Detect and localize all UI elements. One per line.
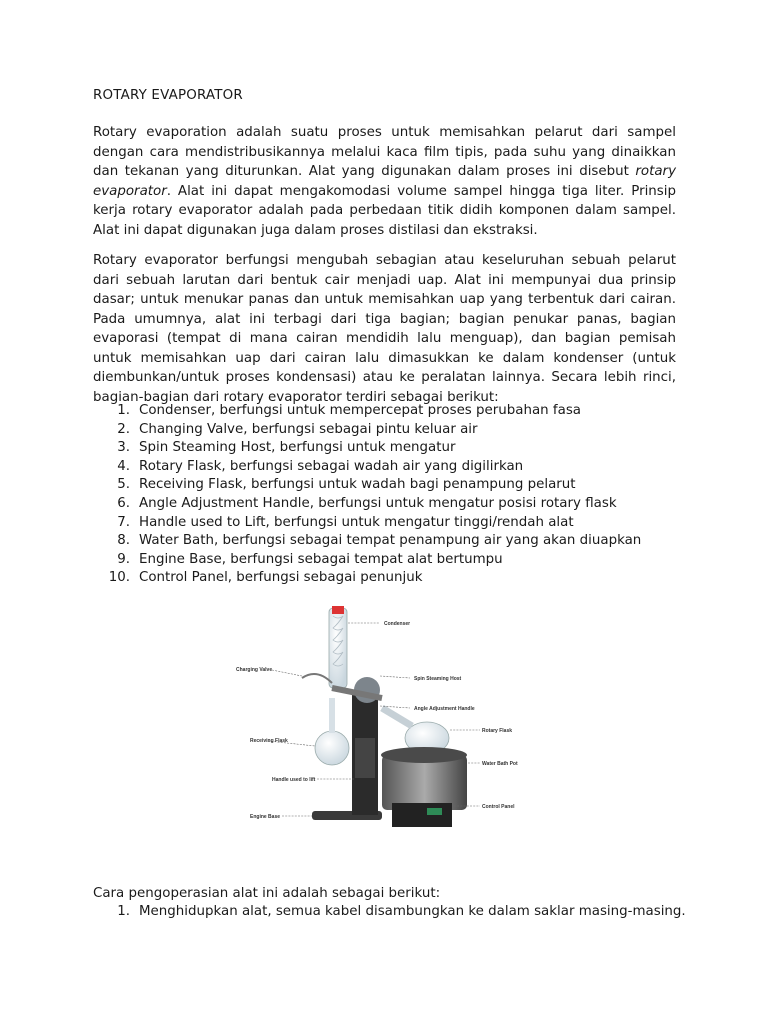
receiving-flask-shape xyxy=(315,731,349,765)
list-number: 6. xyxy=(117,495,130,511)
list-item xyxy=(93,421,693,440)
list-text: Control Panel, berfungsi sebagai penunjuk xyxy=(139,570,423,586)
list-number: 10. xyxy=(108,570,130,586)
list-item xyxy=(93,514,693,533)
intro-paragraph xyxy=(93,123,676,240)
list-item xyxy=(93,458,693,477)
list-text: Rotary Flask, berfungsi sebagai wadah air yang digilirkan xyxy=(139,458,524,474)
label-engine-base: Engine Base xyxy=(250,814,281,820)
list-text: Receiving Flask, berfungsi untuk wadah bagi penampung pelarut xyxy=(139,477,576,493)
condenser-cap xyxy=(332,606,344,614)
list-number: 4. xyxy=(117,458,130,474)
control-panel-shape xyxy=(392,803,452,827)
list-text: Menghidupkan alat, semua kabel disambungkan ke dalam saklar masing-masing. xyxy=(139,904,686,919)
leader-line xyxy=(380,676,410,678)
label-charging-valve: Charging Valve xyxy=(236,667,273,673)
list-item xyxy=(93,551,693,570)
water-bath-shape xyxy=(382,755,467,810)
water-bath-rim xyxy=(381,747,467,763)
parts-list xyxy=(93,402,693,588)
label-handle-used-to-lift: Handle used to lift xyxy=(272,777,316,783)
label-receiving-flask: Receiving Flask xyxy=(250,738,288,744)
label-angle-adjustment-handle: Angle Adjustment Handle xyxy=(414,706,475,712)
list-text: Angle Adjustment Handle, berfungsi untuk mengatur posisi rotary flask xyxy=(139,495,617,511)
document-title: ROTARY EVAPORATOR xyxy=(93,88,243,103)
list-item xyxy=(93,402,693,421)
list-text: Handle used to Lift, berfungsi untuk mengatur tinggi/rendah alat xyxy=(139,514,574,530)
list-number: 7. xyxy=(117,514,130,530)
rotary-neck xyxy=(382,708,412,726)
label-condenser: Condenser xyxy=(384,621,411,627)
list-number: 5. xyxy=(117,477,130,493)
list-item xyxy=(93,903,693,922)
label-spin-steaming-host: Spin Steaming Host xyxy=(414,676,462,682)
list-number: 1. xyxy=(117,904,130,919)
lift-handle-shape xyxy=(355,738,375,778)
list-number: 2. xyxy=(117,421,130,437)
control-display xyxy=(427,808,442,815)
list-item xyxy=(93,495,693,514)
intro-italic-term: rotary evaporator xyxy=(93,164,676,199)
intro-text-end: . Alat ini dapat mengakomodasi volume sampel hingga tiga liter. Prinsip kerja rotary evaporator adalah pada perbedaan titik didih komponen dalam sampel. Alat ini dapat digunakan juga dalam proses distilasi dan ekstraksi. xyxy=(93,183,676,238)
list-number: 3. xyxy=(117,440,130,456)
label-water-bath-pot: Water Bath Pot xyxy=(482,761,518,767)
list-number: 9. xyxy=(117,551,130,567)
leader-line xyxy=(272,670,302,676)
list-item xyxy=(93,532,693,551)
list-number: 8. xyxy=(117,533,130,549)
list-item xyxy=(93,439,693,458)
condenser-shape xyxy=(329,608,347,688)
rotary-evaporator-diagram xyxy=(232,598,522,838)
charging-valve-shape xyxy=(302,674,332,683)
receiving-neck xyxy=(329,698,335,733)
list-text: Changing Valve, berfungsi sebagai pintu keluar air xyxy=(139,421,478,437)
list-text: Engine Base, berfungsi sebagai tempat alat bertumpu xyxy=(139,551,503,567)
list-text: Water Bath, berfungsi sebagai tempat penampung air yang akan diuapkan xyxy=(139,533,642,549)
list-text: Condenser, berfungsi untuk mempercepat proses perubahan fasa xyxy=(139,403,582,418)
operation-steps-list xyxy=(93,903,693,922)
intro-text-start: Rotary evaporation adalah suatu proses untuk memisahkan pelarut dari sampel dengan cara mendistribusikannya melalui kaca film tipis, pada suhu yang dinaikkan dan tekanan yang diturunkan. Alat yang digunakan dalam proses ini disebut xyxy=(93,125,676,179)
operation-intro: Cara pengoperasian alat ini adalah sebagai berikut: xyxy=(93,886,441,901)
label-rotary-flask: Rotary Flask xyxy=(482,728,513,734)
list-text: Spin Steaming Host, berfungsi untuk mengatur xyxy=(139,440,456,456)
function-paragraph: Rotary evaporator berfungsi mengubah sebagian atau keseluruhan sebuah pelarut dari sebuah larutan dari bentuk cair menjadi uap. Alat ini mempunyai dua prinsip dasar; untuk menukar panas dan untuk memisahkan uap yang terbentuk dari cairan. Pada umumnya, alat ini terbagi dari tiga bagian; bagian penukar panas, bagian evaporasi (tempat di mana cairan mendidih lalu menguap), dan bagian pemisah untuk memisahkan uap dari cairan lalu dimasukkan ke dalam kondenser (untuk diembunkan/untuk proses kondensasi) atau ke peralatan lainnya. Secara lebih rinci, bagian-bagian dari rotary evaporator terdiri sebagai berikut: xyxy=(93,253,676,405)
list-item xyxy=(93,476,693,495)
list-number: 1. xyxy=(117,403,130,418)
list-item xyxy=(93,569,693,588)
label-control-panel: Control Panel xyxy=(482,804,515,810)
